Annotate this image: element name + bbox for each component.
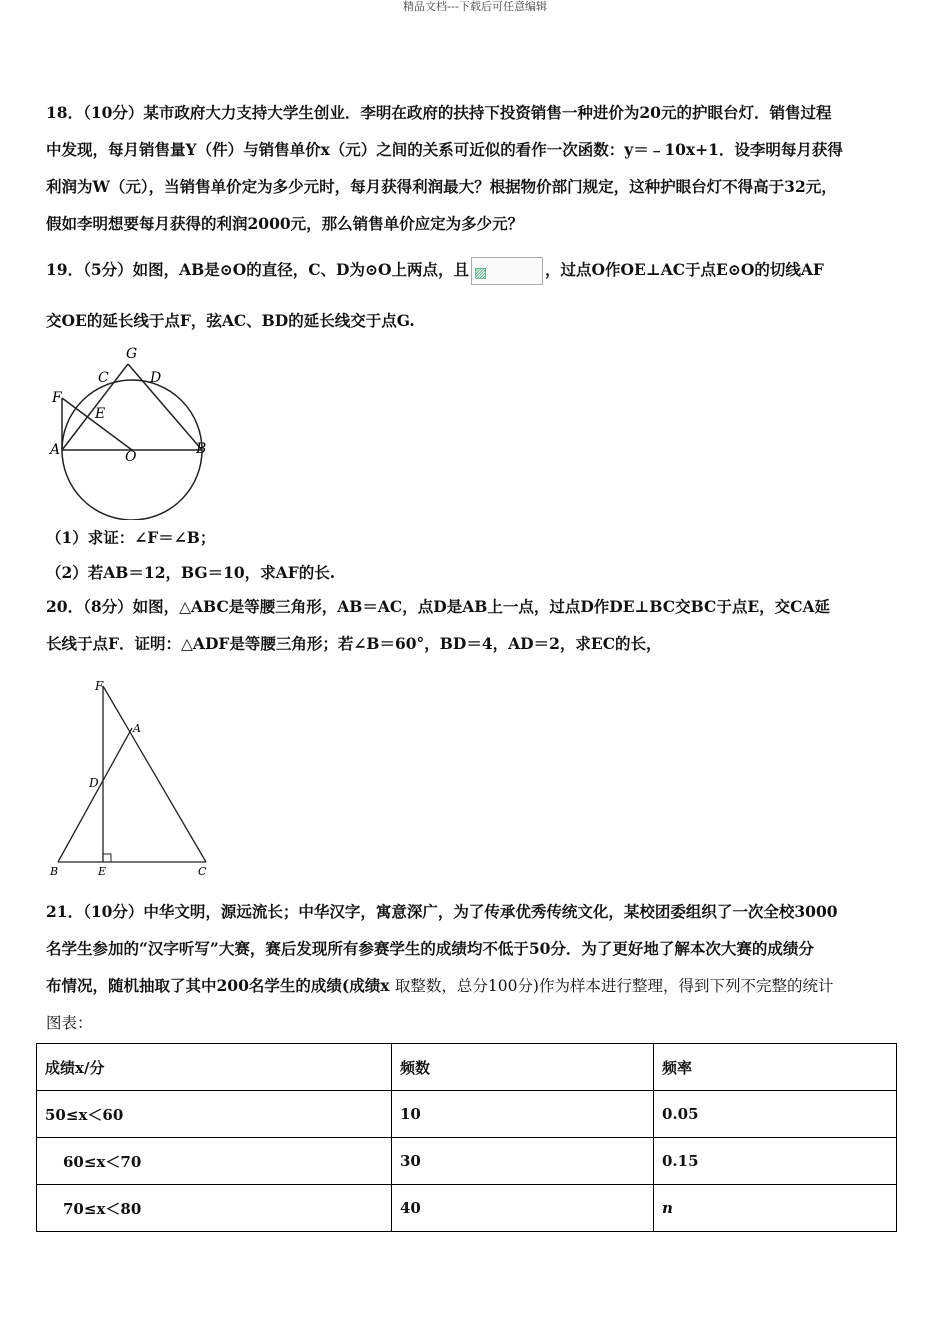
table-cell: 10	[392, 1091, 654, 1138]
q19-line1-b: ，过点O作OE⊥AC于点E⊙O的切线AF	[545, 260, 824, 279]
q19-part1: （1）求证：∠F＝∠B；	[46, 528, 216, 547]
line-ba	[58, 728, 132, 862]
q21-line3-b: 取整数，总分100分)作为样本进行整理，得到下列不完整的统计	[394, 977, 834, 995]
q19-part2: （2）若AB＝12，BG＝10，求AF的长.	[46, 563, 336, 582]
label-o: O	[125, 449, 137, 465]
table-header: 成绩x/分	[37, 1044, 392, 1091]
score-table	[36, 1043, 897, 1232]
label-c: C	[98, 370, 109, 386]
label-g: G	[126, 346, 138, 362]
page-header: 精品文档---下载后可任意编辑	[403, 0, 547, 13]
q21-line4: 图表：	[46, 1014, 93, 1032]
q21-line1: 21．（10分）中华文明，源远流长；中华汉字，寓意深广，为了传承优秀传统文化，某校团委组织了一次全校3000	[46, 902, 838, 921]
table-header: 频数	[392, 1044, 654, 1091]
label-e: E	[95, 406, 106, 422]
label-f: F	[95, 679, 104, 693]
table-cell: n	[654, 1185, 897, 1232]
table-row	[37, 1138, 897, 1185]
q18-line2: 中发现，每月销售量Y（件）与销售单价x（元）之间的关系可近似的看作一次函数：y＝﹣10x+1．设李明每月获得	[46, 140, 843, 159]
q19-line1-a: 19．（5分）如图，AB是⊙O的直径，C、D为⊙O上两点，且	[46, 260, 469, 279]
label-f: F	[52, 390, 62, 406]
table-cell: 70≤x＜80	[37, 1185, 392, 1232]
table-cell: 30	[392, 1138, 654, 1185]
table-row	[37, 1185, 897, 1232]
label-d: D	[89, 776, 99, 790]
q21-line3	[46, 976, 906, 996]
table-cell: 0.15	[654, 1138, 897, 1185]
line-fc	[103, 686, 206, 862]
label-d: D	[150, 370, 162, 386]
broken-image-icon: ▨	[471, 257, 543, 285]
label-b: B	[50, 865, 59, 878]
table-cell: 40	[392, 1185, 654, 1232]
q21-line3-a: 布情况，随机抽取了其中200名学生的成绩(成绩x	[46, 976, 390, 995]
label-a: A	[50, 442, 61, 458]
label-c: C	[198, 865, 207, 878]
table-header-row	[37, 1044, 897, 1091]
table-cell: 0.05	[654, 1091, 897, 1138]
q19-figure	[40, 340, 220, 520]
label-b: B	[196, 441, 207, 457]
q18-line4: 假如李明想要每月获得的利润2000元，那么销售单价应定为多少元？	[46, 214, 524, 233]
table-cell: 60≤x＜70	[37, 1138, 392, 1185]
q21-line2: 名学生参加的“汉字听写”大赛，赛后发现所有参赛学生的成绩均不低于50分．为了更好地了解本次大赛的成绩分	[46, 939, 814, 958]
table-row	[37, 1091, 897, 1138]
q20-line2: 长线于点F．证明：△ADF是等腰三角形；若∠B＝60°，BD＝4，AD＝2，求EC的长，	[46, 634, 662, 653]
q20-line1: 20．（8分）如图，△ABC是等腰三角形，AB＝AC，点D是AB上一点，过点D作DE⊥BC交BC于点E，交CA延	[46, 597, 831, 616]
q18-line1: 18．（10分）某市政府大力支持大学生创业．李明在政府的扶持下投资销售一种进价为20元的护眼台灯．销售过程	[46, 103, 832, 122]
table-header: 频率	[654, 1044, 897, 1091]
label-a: A	[133, 722, 141, 735]
q20-figure	[40, 672, 220, 882]
q19-line1	[46, 257, 906, 285]
q18-line3: 利润为W（元），当销售单价定为多少元时，每月获得利润最大？根据物价部门规定，这种护眼台灯不得高于32元，	[46, 177, 837, 196]
line-bg	[128, 364, 202, 450]
table-cell: 50≤x＜60	[37, 1091, 392, 1138]
right-angle-mark	[103, 854, 111, 862]
q19-line2: 交OE的延长线于点F，弦AC、BD的延长线交于点G.	[46, 311, 415, 330]
label-e: E	[98, 865, 107, 878]
